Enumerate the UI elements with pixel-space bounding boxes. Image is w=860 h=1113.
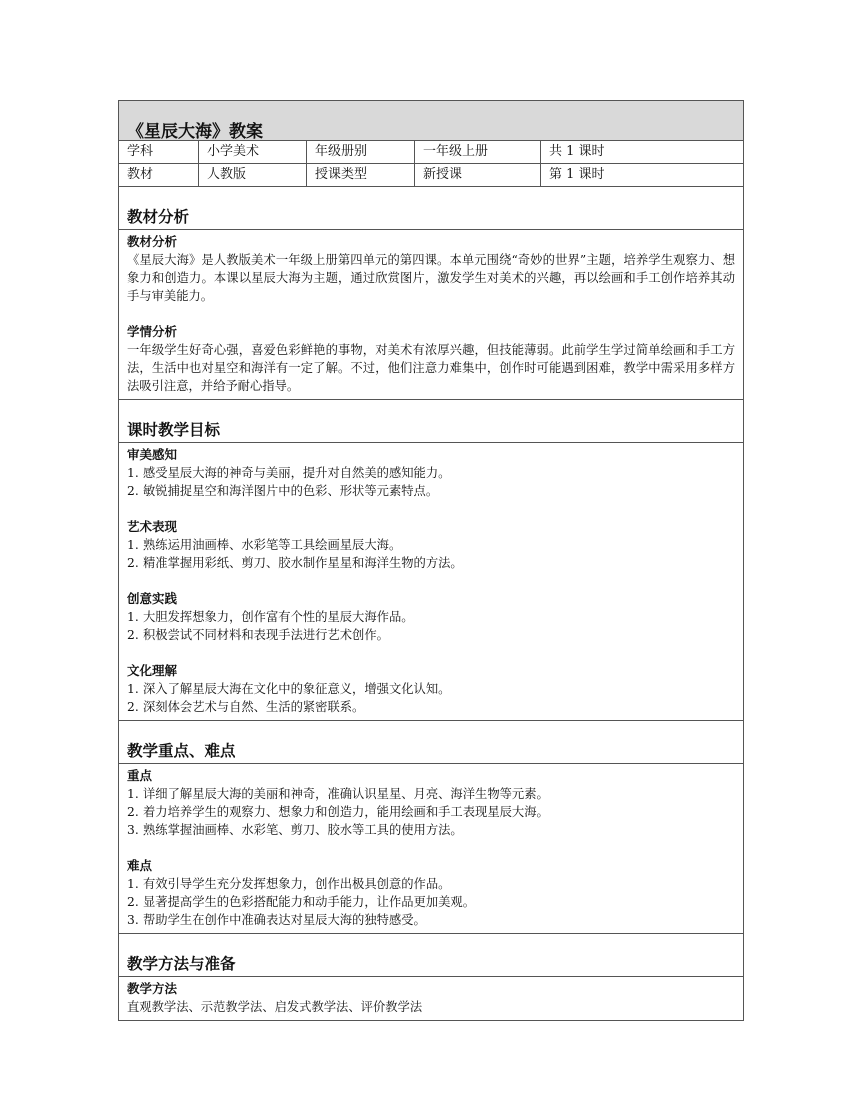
meta-row-1 <box>119 141 743 164</box>
paragraph: 《星辰大海》是人教版美术一年级上册第四单元的第四课。本单元围绕“奇妙的世界”主题，培养学生观察力、想象力和创造力。本课以星辰大海为主题，通过欣赏图片，激发学生对美术的兴趣，再以绘画和手工创作培养其动手与审美能力。 <box>127 253 735 303</box>
list-item: 2. 精准掌握用彩纸、剪刀、胶水制作星星和海洋生物的方法。 <box>127 556 463 570</box>
subsection-title: 教学方法 <box>127 981 178 996</box>
section-heading-text: 课时教学目标 <box>127 421 221 439</box>
paragraph: 直观教学法、示范教学法、启发式教学法、评价教学法 <box>127 1000 423 1014</box>
list-item: 2. 敏锐捕捉星空和海洋图片中的色彩、形状等元素特点。 <box>127 484 439 498</box>
list-item: 1. 有效引导学生充分发挥想象力，创作出极具创意的作品。 <box>127 877 451 891</box>
section-body-methods <box>119 977 743 1020</box>
section-heading-text: 教学重点、难点 <box>127 742 236 760</box>
section-heading-textbook-analysis <box>119 187 743 230</box>
meta-row-2 <box>119 164 743 187</box>
list-item: 1. 详细了解星辰大海的美丽和神奇，准确认识星星、月亮、海洋生物等元素。 <box>127 787 549 801</box>
list-item: 1. 感受星辰大海的神奇与美丽，提升对自然美的感知能力。 <box>127 466 451 480</box>
meta-cell: 小学美术 <box>199 141 307 163</box>
list-item: 3. 熟练掌握油画棒、水彩笔、剪刀、胶水等工具的使用方法。 <box>127 823 463 837</box>
subsection-title: 创意实践 <box>127 591 178 606</box>
subsection-title: 文化理解 <box>127 663 178 678</box>
meta-cell: 人教版 <box>199 164 307 186</box>
section-heading-key-points <box>119 721 743 764</box>
subsection-title: 教材分析 <box>127 234 178 249</box>
list-item: 2. 显著提高学生的色彩搭配能力和动手能力，让作品更加美观。 <box>127 895 476 909</box>
section-body-objectives <box>119 443 743 721</box>
meta-cell: 一年级上册 <box>415 141 541 163</box>
subsection-title: 难点 <box>127 858 153 873</box>
lesson-plan-document <box>118 100 744 1021</box>
subsection-title: 重点 <box>127 768 153 783</box>
list-item: 1. 深入了解星辰大海在文化中的象征意义，增强文化认知。 <box>127 682 451 696</box>
title-bar <box>119 101 743 141</box>
meta-cell: 第 1 课时 <box>549 167 605 182</box>
section-heading-text: 教材分析 <box>127 208 190 226</box>
section-heading-methods <box>119 934 743 977</box>
document-title: 《星辰大海》教案 <box>127 122 263 142</box>
subsection-title: 艺术表现 <box>127 519 178 534</box>
paragraph: 一年级学生好奇心强，喜爱色彩鲜艳的事物，对美术有浓厚兴趣，但技能薄弱。此前学生学过简单绘画和手工方法，生活中也对星空和海洋有一定了解。不过，他们注意力难集中，创作时可能遇到困难，教学中需采用多样方法吸引注意，并给予耐心指导。 <box>127 343 735 393</box>
list-item: 1. 熟练运用油画棒、水彩笔等工具绘画星辰大海。 <box>127 538 402 552</box>
list-item: 3. 帮助学生在创作中准确表达对星辰大海的独特感受。 <box>127 913 426 927</box>
subsection-title: 审美感知 <box>127 447 178 462</box>
meta-cell: 学科 <box>119 141 199 163</box>
list-item: 2. 积极尝试不同材料和表现手法进行艺术创作。 <box>127 628 389 642</box>
meta-cell: 授课类型 <box>307 164 415 186</box>
meta-cell: 年级册别 <box>307 141 415 163</box>
section-heading-objectives <box>119 400 743 443</box>
subsection-title: 学情分析 <box>127 324 178 339</box>
list-item: 1. 大胆发挥想象力，创作富有个性的星辰大海作品。 <box>127 610 414 624</box>
list-item: 2. 深刻体会艺术与自然、生活的紧密联系。 <box>127 700 365 714</box>
section-body-textbook-analysis <box>119 230 743 400</box>
meta-cell: 共 1 课时 <box>549 144 605 159</box>
meta-cell: 教材 <box>119 164 199 186</box>
section-heading-text: 教学方法与准备 <box>127 955 236 973</box>
section-body-key-points <box>119 764 743 934</box>
meta-cell: 新授课 <box>415 164 541 186</box>
list-item: 2. 着力培养学生的观察力、想象力和创造力，能用绘画和手工表现星辰大海。 <box>127 805 549 819</box>
